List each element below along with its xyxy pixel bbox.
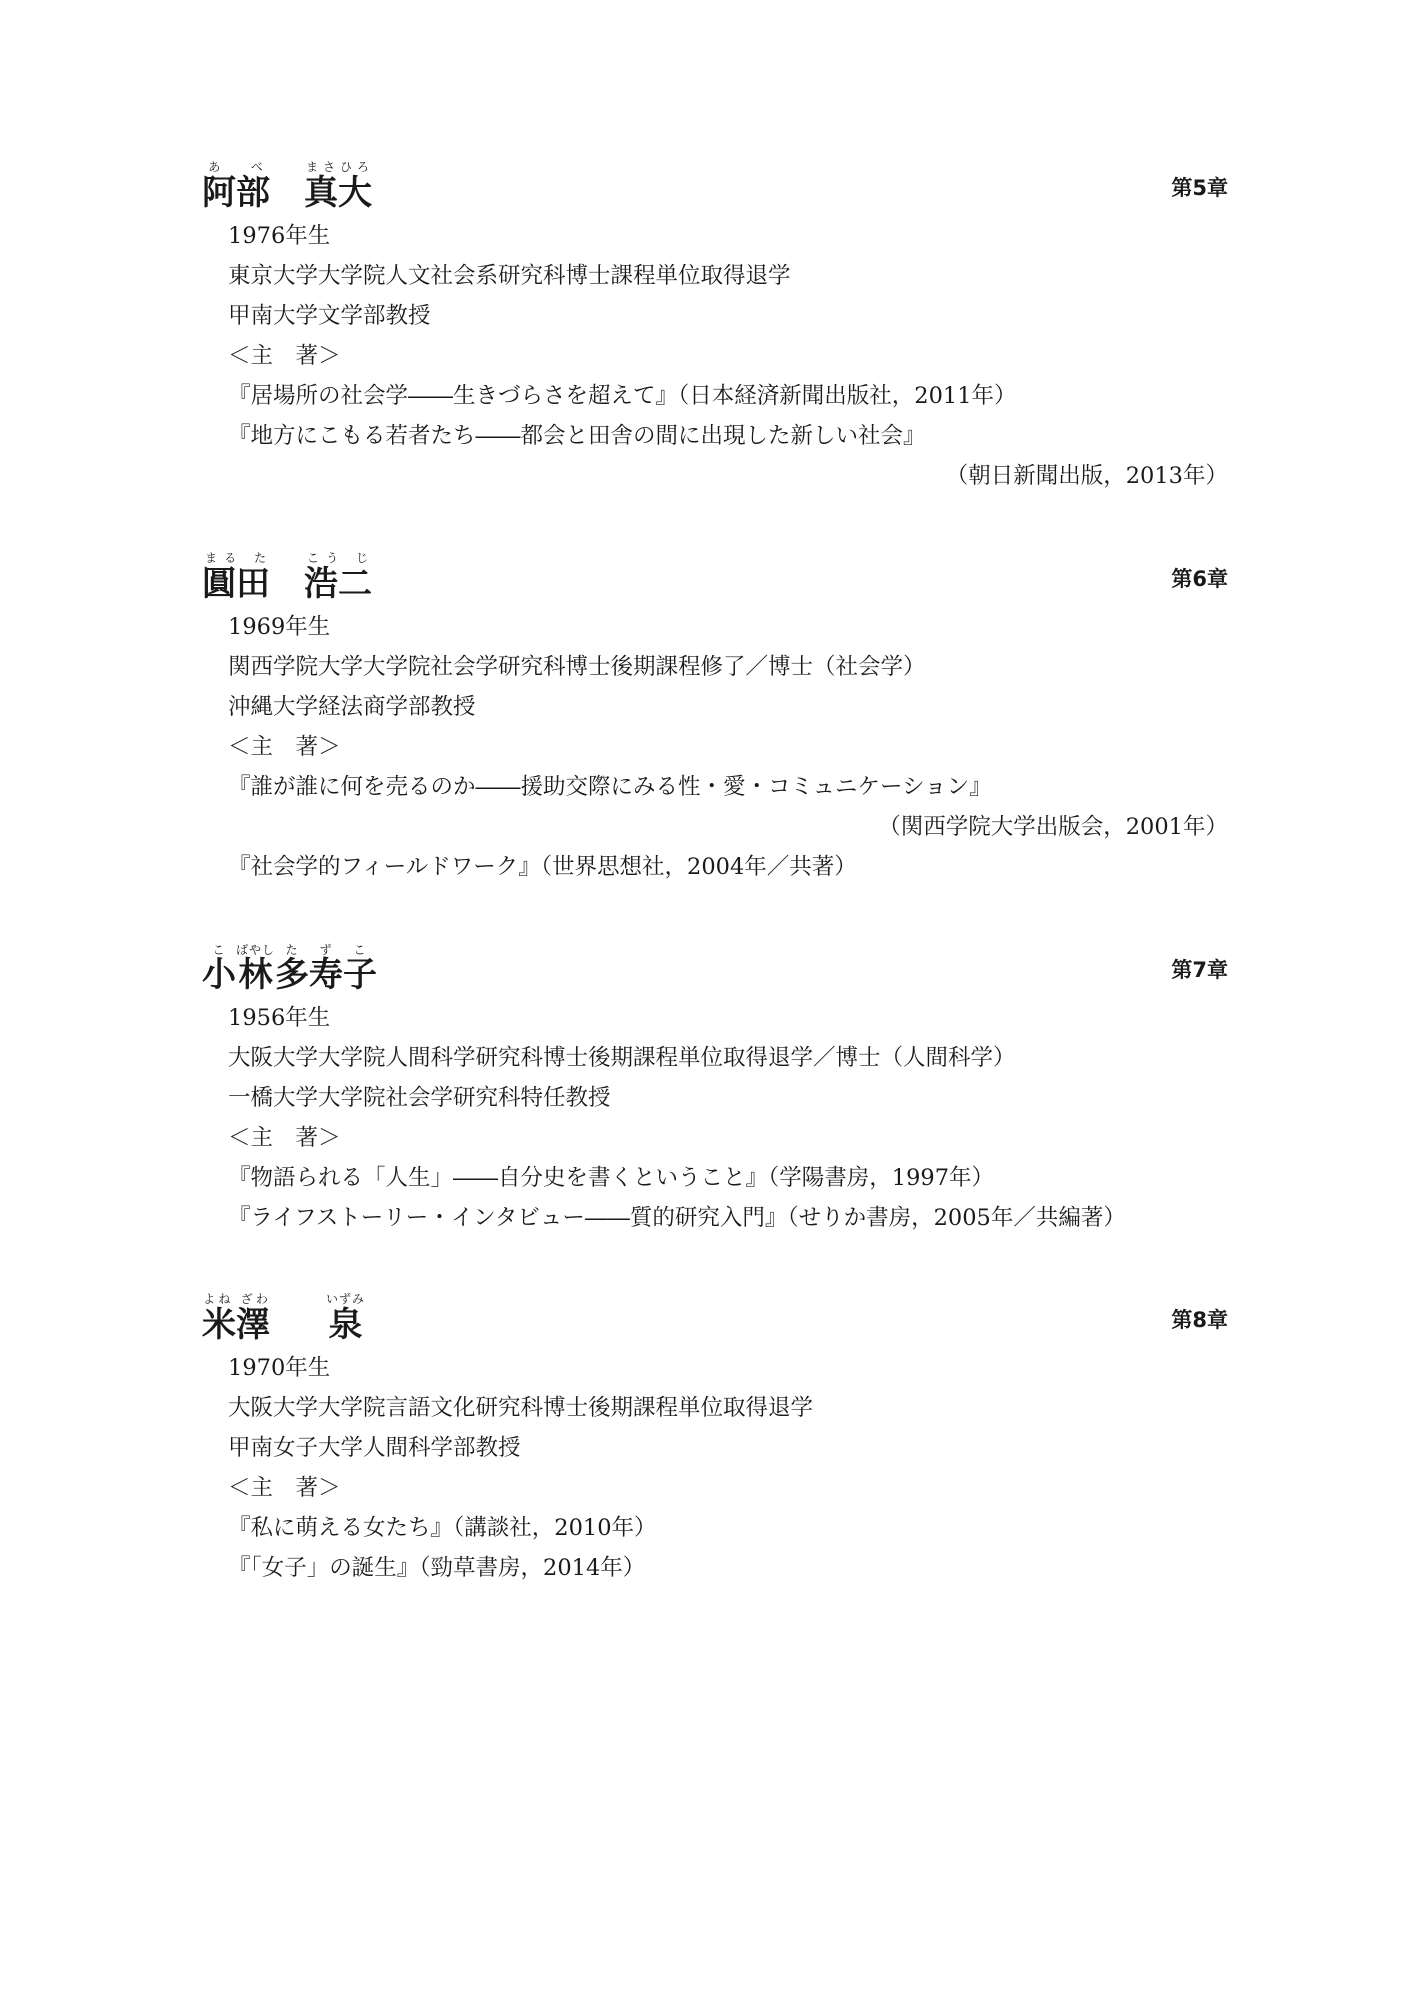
birth-year: 1976年生 xyxy=(228,223,331,249)
birth-year: 1969年生 xyxy=(228,614,331,640)
work-item-publisher: （関西学院大学出版会，2001年） xyxy=(878,814,1228,840)
work-item: 『社会学的フィールドワーク』（世界思想社，2004年／共著） xyxy=(228,854,857,880)
works-heading: ＜主 著＞ xyxy=(228,343,341,369)
contributor-entry xyxy=(202,537,1228,887)
work-item: 『誰が誰に何を売るのか――援助交際にみる性・愛・コミュニケーション』 xyxy=(228,774,992,800)
work-item: 『地方にこもる若者たち――都会と田舎の間に出現した新しい社会』 xyxy=(228,423,926,449)
position: 一橋大学大学院社会学研究科特任教授 xyxy=(228,1085,611,1111)
education: 東京大学大学院人文社会系研究科博士課程単位取得退学 xyxy=(228,263,791,289)
work-item: 『「女子」の誕生』（勁草書房，2014年） xyxy=(228,1555,646,1581)
works-heading: ＜主 著＞ xyxy=(228,1125,341,1151)
education: 大阪大学大学院言語文化研究科博士後期課程単位取得退学 xyxy=(228,1395,814,1421)
contributor-entry xyxy=(202,146,1228,496)
contributor-name: 小こ林ばやし多た寿ず子こ xyxy=(202,943,377,995)
chapter-label: 第7章 xyxy=(1171,958,1228,982)
education: 大阪大学大学院人間科学研究科博士後期課程単位取得退学／博士（人間科学） xyxy=(228,1045,1016,1071)
name-row xyxy=(202,1278,1228,1348)
birth-year: 1970年生 xyxy=(228,1355,331,1381)
work-item-publisher: （朝日新聞出版，2013年） xyxy=(945,463,1228,489)
contributor-entry xyxy=(202,1278,1228,1588)
work-item: 『物語られる「人生」――自分史を書くということ』（学陽書房，1997年） xyxy=(228,1165,995,1191)
position: 甲南大学文学部教授 xyxy=(228,303,431,329)
education: 関西学院大学大学院社会学研究科博士後期課程修了／博士（社会学） xyxy=(228,654,926,680)
position: 沖縄大学経法商学部教授 xyxy=(228,694,476,720)
works-heading: ＜主 著＞ xyxy=(228,734,341,760)
chapter-label: 第8章 xyxy=(1171,1308,1228,1332)
position: 甲南女子大学人間科学部教授 xyxy=(228,1435,521,1461)
work-item: 『ライフストーリー・インタビュー――質的研究入門』（せりか書房，2005年／共編著） xyxy=(228,1205,1126,1231)
work-item: 『居場所の社会学――生きづらさを超えて』（日本経済新聞出版社，2011年） xyxy=(228,383,1017,409)
name-row xyxy=(202,928,1228,998)
contributor-entry xyxy=(202,928,1228,1238)
birth-year: 1956年生 xyxy=(228,1005,331,1031)
contributor-name: 圓田まる た浩二こう じ xyxy=(202,551,372,604)
contributor-name: 米澤よね ざわ泉いずみ xyxy=(202,1292,366,1345)
chapter-label: 第5章 xyxy=(1171,176,1228,200)
chapter-label: 第6章 xyxy=(1171,567,1228,591)
contributor-name: 阿部あ べ真大まさひろ xyxy=(202,160,372,213)
name-row xyxy=(202,537,1228,607)
works-heading: ＜主 著＞ xyxy=(228,1475,341,1501)
name-row xyxy=(202,146,1228,216)
work-item: 『私に萌える女たち』（講談社，2010年） xyxy=(228,1515,657,1541)
